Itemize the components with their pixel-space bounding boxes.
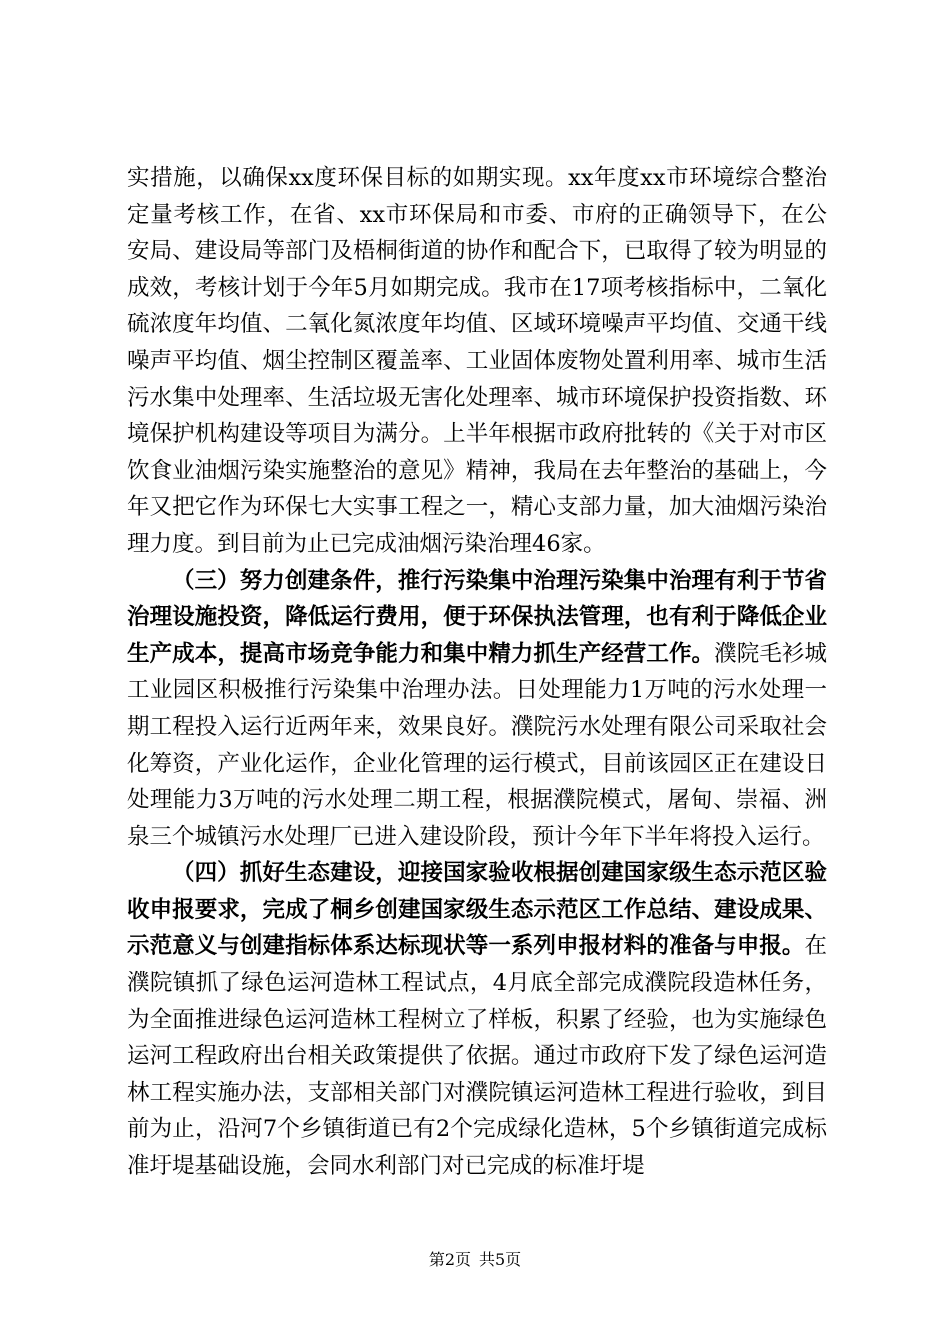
document-body (127, 160, 827, 1185)
section-4-body: 在濮院镇抓了绿色运河造林工程试点，4月底全部完成濮院段造林任务，为全面推进绿色运河造林工程树立了样板，积累了经验，也为实施绿色运河工程政府出台相关政策提供了依据。通过市政府下发了绿色运河造林工程实施办法，支部相关部门对濮院镇运河造林工程进行验收，到目前为止，沿河7个乡镇街道已有2个完成绿化造林，5个乡镇街道完成标准圩堤基础设施，会同水利部门对已完成的标准圩堤 (127, 933, 827, 1180)
section-4-paragraph (127, 855, 827, 1184)
page-number-total: 共5页 (479, 1250, 522, 1269)
section-3-body: 濮院毛衫城工业园区积极推行污染集中治理办法。日处理能力1万吨的污水处理一期工程投入运行近两年来，效果良好。濮院污水处理有限公司采取社会化筹资，产业化运作，企业化管理的运行模式，目前该园区正在建设日处理能力3万吨的污水处理二期工程，根据濮院模式，屠甸、崇福、洲泉三个城镇污水处理厂已进入建设阶段，预计今年下半年将投入运行。 (127, 640, 827, 850)
page-footer (0, 1250, 950, 1270)
section-4-heading: （四）抓好生态建设，迎接国家验收根据创建国家级生态示范区验收申报要求，完成了桐乡创建国家级生态示范区工作总结、建设成果、示范意义与创建指标体系达标现状等一系列申报材料的准备与申报。 (127, 860, 827, 960)
page-number-current: 第2页 (428, 1250, 471, 1269)
paragraph-continuation: 实措施，以确保xx度环保目标的如期实现。xx年度xx市环境综合整治定量考核工作，在省、xx市环保局和市委、市府的正确领导下，在公安局、建设局等部门及梧桐街道的协作和配合下，已取得了较为明显的成效，考核计划于今年5月如期完成。我市在17项考核指标中，二氧化硫浓度年均值、二氧化氮浓度年均值、区域环境噪声平均值、交通干线噪声平均值、烟尘控制区覆盖率、工业固体废物处置利用率、城市生活污水集中处理率、生活垃圾无害化处理率、城市环境保护投资指数、环境保护机构建设等项目为满分。上半年根据市政府批转的《关于对市区饮食业油烟污染实施整治的意见》精神，我局在去年整治的基础上，今年又把它作为环保七大实事工程之一，精心支部力量，加大油烟污染治理力度。到目前为止已完成油烟污染治理46家。 (127, 165, 827, 557)
section-3-paragraph (127, 563, 827, 856)
section-3-heading: （三）努力创建条件，推行污染集中治理污染集中治理有利于节省治理设施投资，降低运行费用，便于环保执法管理，也有利于降低企业生产成本，提高市场竞争能力和集中精力抓生产经营工作。 (127, 567, 827, 667)
